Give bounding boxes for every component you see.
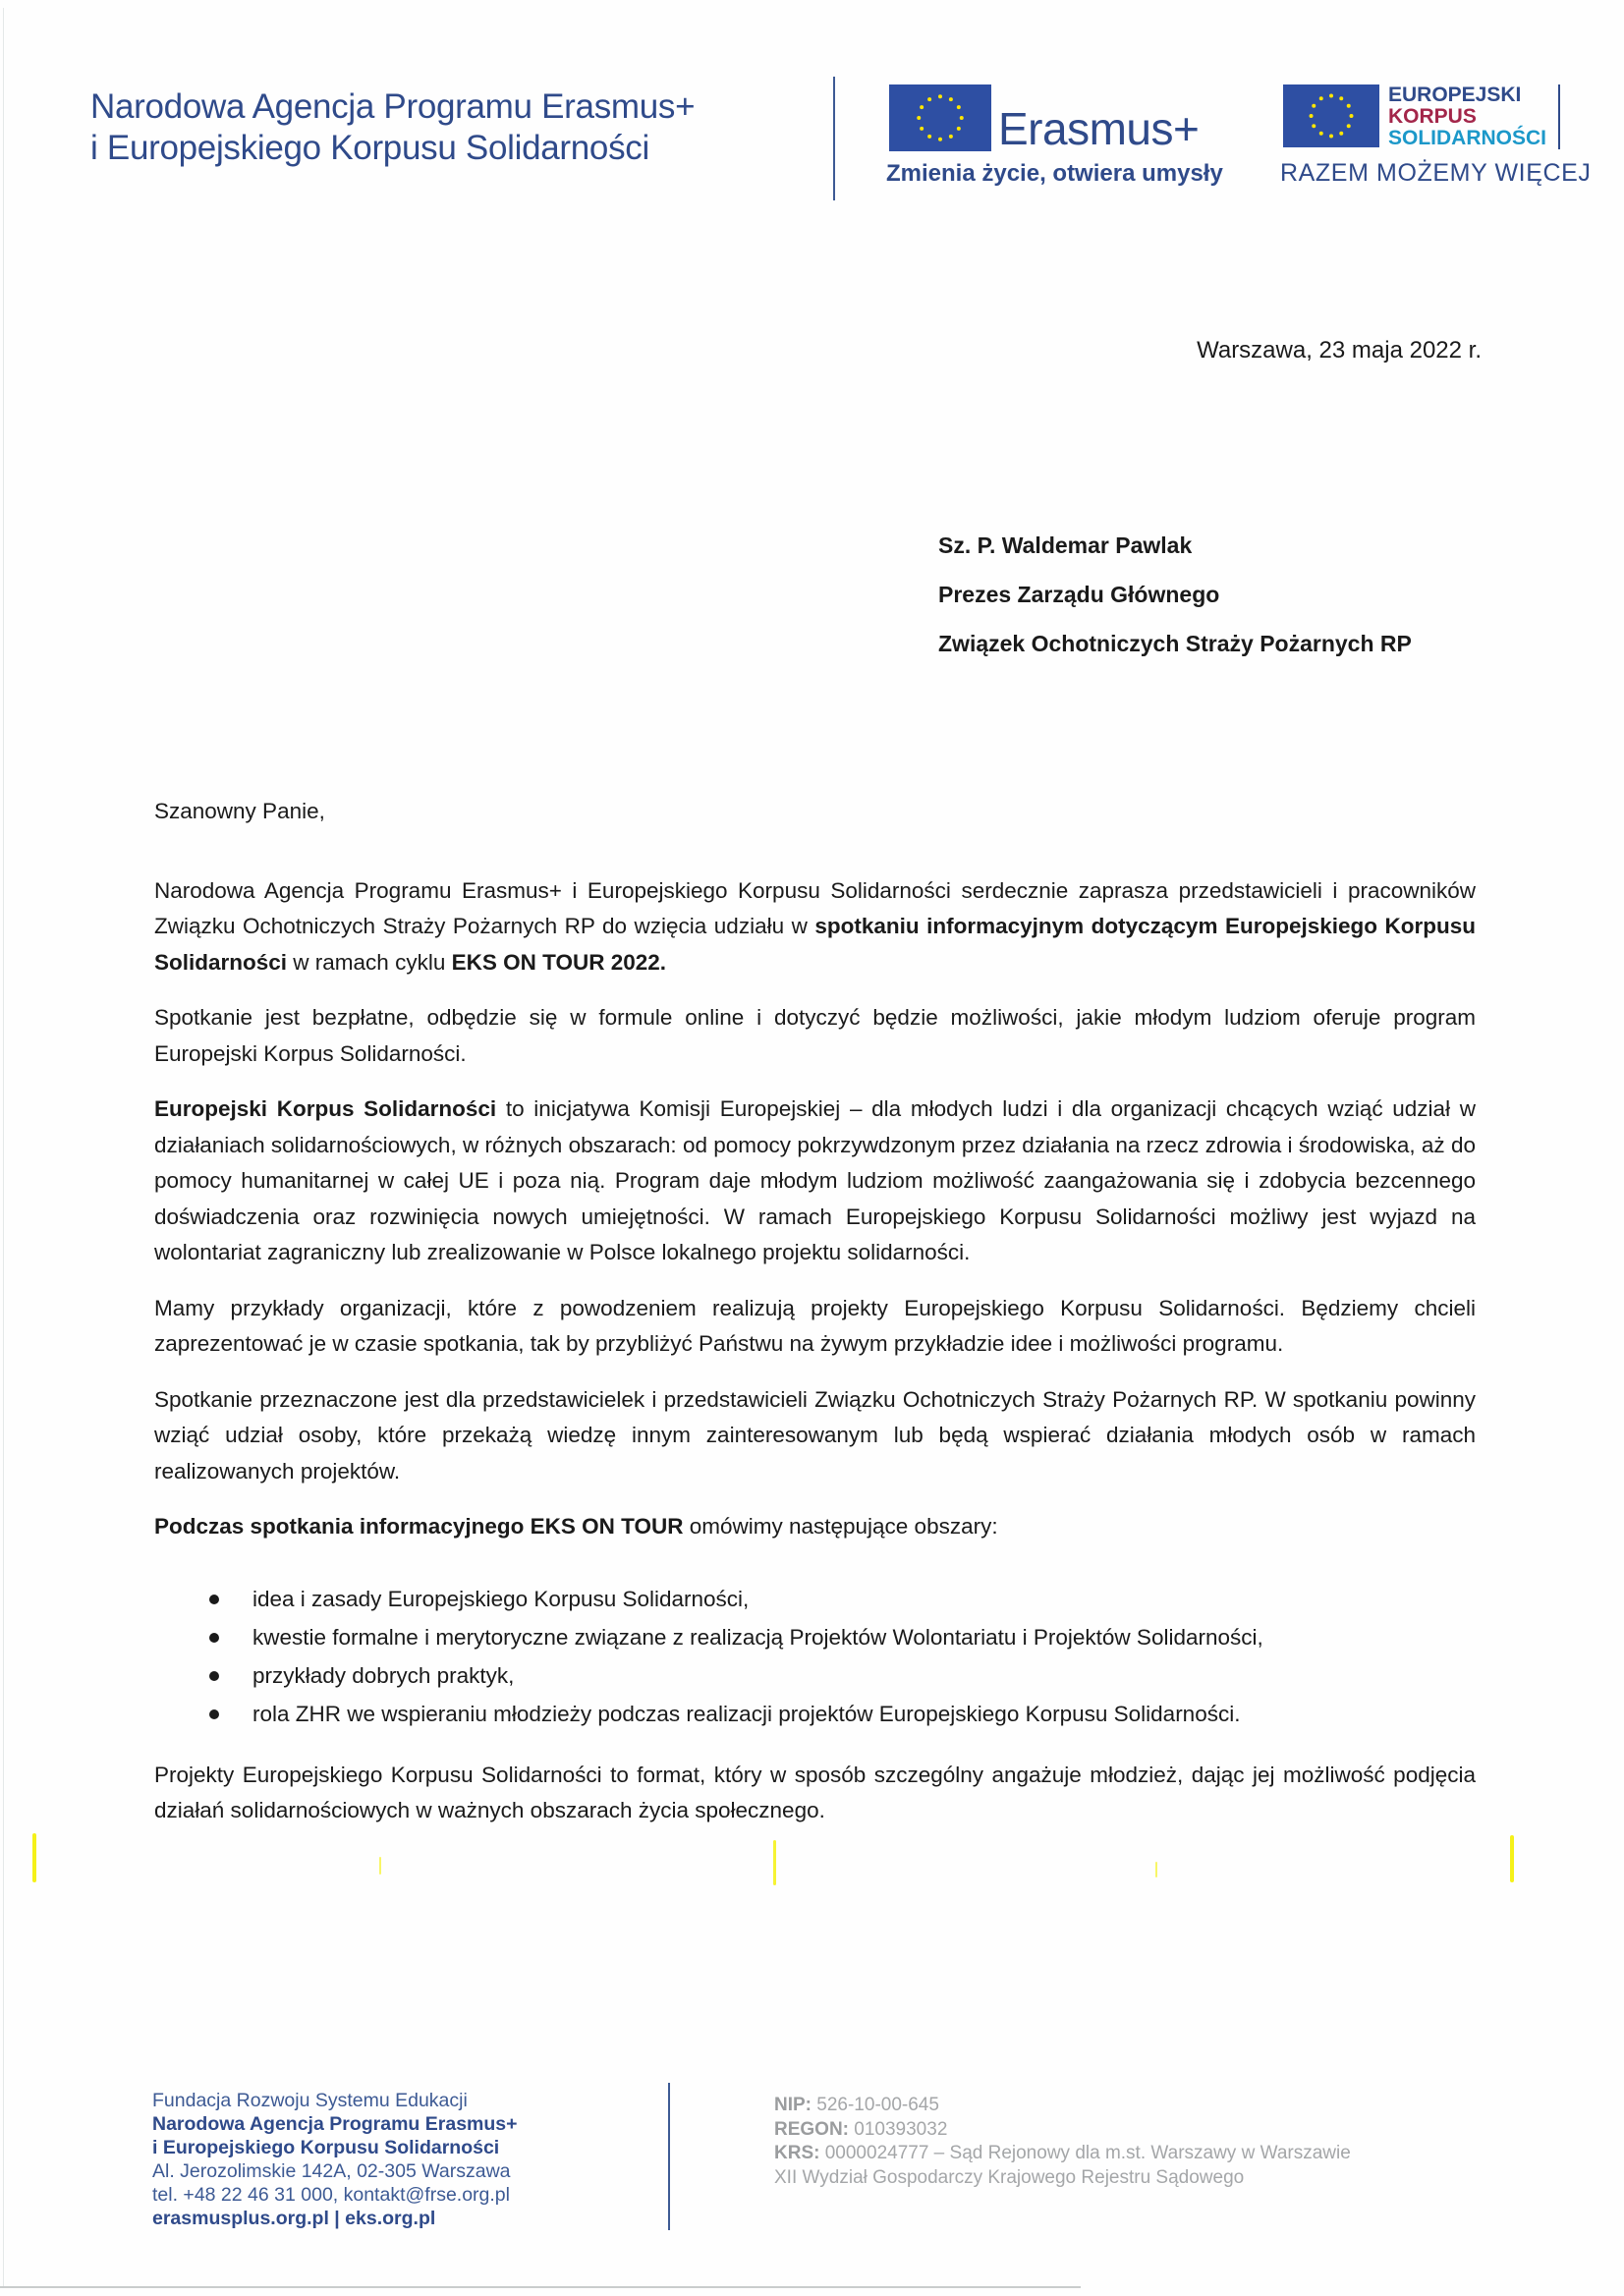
emphasis: Europejski Korpus Solidarności <box>154 1096 497 1121</box>
eu-flag-icon <box>889 84 991 151</box>
paragraph-examples: Mamy przykłady organizacji, które z powodzeniem realizują projekty Europejskiego Korpusu Solidarności. Będziemy chcieli zaprezentować je w czasie spotkania, tak by przybliżyć Państwu na żywym przykładzie idee i możliwości programu. <box>154 1295 1476 1356</box>
addressee-title: Prezes Zarządu Głównego <box>938 582 1220 607</box>
eu-flag-icon <box>1283 84 1379 147</box>
letter-date: Warszawa, 23 maja 2022 r. <box>1197 337 1482 364</box>
scan-highlight-mark <box>1510 1835 1514 1882</box>
eu-stars-icon <box>1283 84 1379 147</box>
emphasis: EKS ON TOUR 2022. <box>451 949 667 975</box>
label: NIP: <box>774 2095 812 2115</box>
bullet-icon <box>209 1595 219 1604</box>
scan-highlight-mark <box>32 1833 36 1882</box>
list-item <box>154 1696 1476 1732</box>
label: KRS: <box>774 2143 820 2163</box>
paragraph-audience: Spotkanie przeznaczone jest dla przedstawicielek i przedstawicieli Związku Ochotniczych Straży Pożarnych RP. W spotkaniu powinny wziąć udział osoby, które przekażą wiedzę innym zainteresowanym lub będą wspierać działania młodych osób w ramach realizowanych projektów. <box>154 1386 1476 1484</box>
footer-contact <box>152 2089 518 2230</box>
scan-edge <box>3 8 4 2287</box>
eu-star-icon <box>957 105 961 109</box>
eu-star-icon <box>938 94 942 98</box>
eu-star-icon <box>1339 96 1343 100</box>
agency-name-line-2: i Europejskiego Korpusu Solidarności <box>90 129 649 167</box>
eu-stars-icon <box>889 84 991 151</box>
salutation: Szanowny Panie, <box>154 799 325 823</box>
addressee-organization: Związek Ochotniczych Straży Pożarnych RP <box>938 631 1412 656</box>
text: to inicjatywa Komisji Europejskiej – dla młodych ludzi i dla organizacji chcących wziąć udział w działaniach solidarnościowych, w różnych obszarach: od pomocy pokrzywdzonym przez działania na rzecz zdrowia i środowiska, aż do pomocy humanitarnej w całej UE i poza nią. Program daje młodym ludziom możliwość zaangażowania się i zdobycia bezcennego doświadczenia oraz rozwinięcia nowych umiejętności. W ramach Europejskiego Korpusu Solidarności możliwy jest wyjazd na wolontariat zagraniczny lub zrealizowanie w Polsce lokalnego projektu solidarności. <box>154 1096 1476 1264</box>
footer-phone-email: tel. +48 22 46 31 000, kontakt@frse.org.pl <box>152 2184 510 2206</box>
footer-divider <box>668 2083 670 2230</box>
text: omówimy następujące obszary: <box>683 1514 998 1539</box>
agency-name-line-1: Narodowa Agencja Programu Erasmus+ <box>90 87 696 126</box>
footer-nip <box>774 2094 1351 2118</box>
eu-star-icon <box>920 127 924 131</box>
footer-agency-line-1: Narodowa Agencja Programu Erasmus+ <box>152 2113 518 2135</box>
eu-star-icon <box>1312 124 1316 128</box>
bullet-icon <box>209 1709 219 1719</box>
paragraph-eks-description <box>154 1092 1476 1271</box>
footer-agency-line-2: i Europejskiego Korpusu Solidarności <box>152 2137 500 2158</box>
header-divider <box>833 77 835 200</box>
eu-star-icon <box>1339 132 1343 136</box>
value: 526-10-00-645 <box>812 2095 939 2115</box>
scan-highlight-mark <box>773 1840 776 1885</box>
footer-registration <box>774 2094 1351 2190</box>
footer-regon <box>774 2118 1351 2143</box>
list-item <box>154 1581 1476 1617</box>
eu-star-icon <box>1329 94 1333 98</box>
eks-tagline: RAZEM MOŻEMY WIĘCEJ <box>1280 159 1592 187</box>
letter-body <box>154 794 1476 1849</box>
eu-star-icon <box>1349 114 1353 118</box>
scan-edge <box>0 2286 1081 2288</box>
eu-star-icon <box>938 138 942 141</box>
footer-address: Al. Jerozolimskie 142A, 02-305 Warszawa <box>152 2160 511 2182</box>
eu-star-icon <box>1319 96 1323 100</box>
eks-logo-line-3: SOLIDARNOŚCI <box>1388 127 1547 149</box>
eu-star-icon <box>927 135 931 139</box>
eu-star-icon <box>1310 114 1314 118</box>
agenda-list <box>154 1581 1476 1732</box>
footer-websites: erasmusplus.org.pl | eks.org.pl <box>152 2208 436 2229</box>
footer-court: XII Wydział Gospodarczy Krajowego Rejestru Sądowego <box>774 2166 1245 2188</box>
list-item-text: idea i zasady Europejskiego Korpusu Solidarności, <box>252 1586 750 1611</box>
eks-logo-line-1: EUROPEJSKI <box>1388 84 1522 106</box>
eu-star-icon <box>949 135 953 139</box>
scan-highlight-mark <box>1155 1862 1157 1877</box>
eks-logo-line-2: KORPUS <box>1388 105 1477 128</box>
text: Narodowa Agencja Programu Erasmus+ i Europejskiego Korpusu Solidarności serdecznie zaprasza przedstawicieli i pracowników Związku Ochotniczych Straży Pożarnych RP do wzięcia udziału w <box>154 877 1476 938</box>
eu-star-icon <box>957 127 961 131</box>
list-item-text: rola ZHR we wspieraniu młodzieży podczas realizacji projektów Europejskiego Korpusu Solidarności. <box>252 1701 1241 1726</box>
eks-logo-bar <box>1558 84 1560 149</box>
bullet-icon <box>209 1671 219 1681</box>
list-item <box>154 1657 1476 1694</box>
value: 010393032 <box>849 2118 948 2140</box>
eu-star-icon <box>1312 104 1316 108</box>
footer-foundation: Fundacja Rozwoju Systemu Edukacji <box>152 2090 468 2111</box>
footer-krs <box>774 2142 1351 2166</box>
eu-star-icon <box>917 116 921 120</box>
eu-star-icon <box>920 105 924 109</box>
agency-name <box>90 86 695 169</box>
text: w ramach cyklu <box>287 949 452 975</box>
eu-star-icon <box>927 97 931 101</box>
emphasis: spotkaniu informacyjnym dotyczącym Europejskiego Korpusu Solidarności <box>154 914 1476 975</box>
list-item-text: kwestie formalne i merytoryczne związane z realizacją Projektów Wolontariatu i Projektów Solidarności, <box>252 1624 1263 1650</box>
eu-star-icon <box>1329 134 1333 138</box>
eu-star-icon <box>1347 124 1351 128</box>
paragraph-meeting-info: Spotkanie jest bezpłatne, odbędzie się w formule online i dotyczyć będzie możliwości, jakie młodym ludziom oferuje program Europejski Korpus Solidarności. <box>154 1005 1476 1066</box>
addressee-name: Sz. P. Waldemar Pawlak <box>938 532 1193 558</box>
label: REGON: <box>774 2118 849 2140</box>
list-item-text: przykłady dobrych praktyk, <box>252 1662 515 1688</box>
eu-star-icon <box>960 116 964 120</box>
erasmus-logo-text: Erasmus+ <box>998 103 1200 154</box>
erasmus-tagline: Zmienia życie, otwiera umysły <box>886 160 1223 187</box>
scan-highlight-mark <box>379 1857 381 1875</box>
paragraph-invitation <box>154 873 1476 981</box>
eu-star-icon <box>1319 132 1323 136</box>
bullet-icon <box>209 1633 219 1643</box>
list-item <box>154 1619 1476 1655</box>
paragraph-closing: Projekty Europejskiego Korpusu Solidarności to format, który w sposób szczególny angażuje młodzież, dając jej możliwość podjęcia działań solidarnościowych w ważnych obszarach życia społecznego. <box>154 1762 1476 1822</box>
paragraph-agenda-intro <box>154 1509 1476 1545</box>
eu-star-icon <box>949 97 953 101</box>
addressee-block <box>938 521 1412 668</box>
eu-star-icon <box>1347 104 1351 108</box>
emphasis: Podczas spotkania informacyjnego EKS ON TOUR <box>154 1514 684 1539</box>
value: 0000024777 – Sąd Rejonowy dla m.st. Warszawy w Warszawie <box>819 2143 1351 2163</box>
